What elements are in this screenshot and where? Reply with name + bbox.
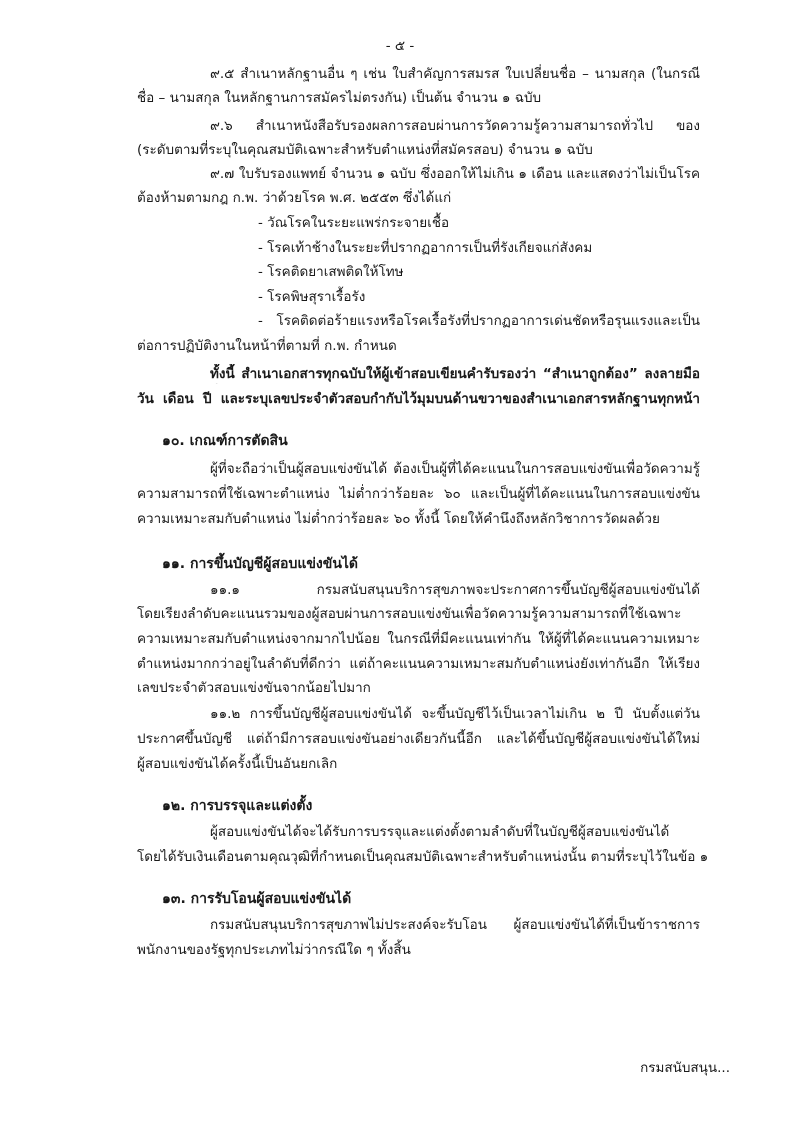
certify-note: ทั้งนี้ สำเนาเอกสารทุกฉบับให้ผู้เข้าสอบเขียนคำรับรองว่า “สำเนาถูกต้อง” ลงลายมือ [210,366,700,382]
section-10-text: ความสามารถที่ใช้เฉพาะตำแหน่ง ไม่ต่ำกว่าร้อยละ ๖๐ และเป็นผู้ที่ได้คะแนนในการสอบแข่งขัน [137,486,700,502]
item-11-2-text: ผู้สอบแข่งขันได้ครั้งนี้เป็นอันยกเลิก [137,756,338,772]
section-13-text: พนักงานของรัฐทุกประเภทไม่ว่ากรณีใด ๆ ทั้งสิ้น [137,942,411,958]
section-12-text: โดยได้รับเงินเดือนตามคุณวุฒิที่กำหนดเป็นคุณสมบัติเฉพาะสำหรับตำแหน่งนั้น ตามที่ระบุไว้ในข้อ ๑ [137,849,709,865]
section-13-heading: ๑๓. การรับโอนผู้สอบแข่งขันได้ [162,891,352,907]
item-9-6: ๙.๖ สำเนาหนังสือรับรองผลการสอบผ่านการวัดความรู้ความสามารถทั่วไป ของ [210,118,700,134]
section-12-text: ผู้สอบแข่งขันได้จะได้รับการบรรจุและแต่งตั้งตามลำดับที่ในบัญชีผู้สอบแข่งขันได้ [210,824,670,840]
disease-bullet: - โรคเท้าช้างในระยะที่ปรากฏอาการเป็นที่รังเกียจแก่สังคม [258,240,593,256]
item-9-5-cont: ชื่อ – นามสกุล ในหลักฐานการสมัครไม่ตรงกัน) เป็นต้น จำนวน ๑ ฉบับ [137,90,542,106]
disease-bullet: - โรคติดต่อร้ายแรงหรือโรคเรื้อรังที่ปรากฏอาการเด่นชัดหรือรุนแรงและเป็น [258,313,700,329]
disease-bullet-cont: ต่อการปฏิบัติงานในหน้าที่ตามที่ ก.พ. กำหนด [137,338,397,354]
item-11-1: ๑๑.๑ กรมสนับสนุนบริการสุขภาพจะประกาศการขึ้นบัญชีผู้สอบแข่งขันได้ [210,582,700,598]
item-11-1-text: ความเหมาะสมกับตำแหน่งจากมากไปน้อย ในกรณีที่มีคะแนนเท่ากัน ให้ผู้ที่ได้คะแนนความเหมาะ [137,631,700,647]
item-11-1-text: เลขประจำตัวสอบแข่งขันจากน้อยไปมาก [137,680,371,696]
section-11-heading: ๑๑. การขึ้นบัญชีผู้สอบแข่งขันได้ [162,556,359,572]
item-9-5: ๙.๕ สำเนาหลักฐานอื่น ๆ เช่น ใบสำคัญการสมรส ใบเปลี่ยนชื่อ – นามสกุล (ในกรณี [210,66,700,82]
certify-note-cont: วัน เดือน ปี และระบุเลขประจำตัวสอบกำกับไว้มุมบนด้านขวาของสำเนาเอกสารหลักฐานทุกหน้า [137,391,700,407]
item-11-1-text: โดยเรียงลำดับคะแนนรวมของผู้สอบผ่านการสอบแข่งขันเพื่อวัดความรู้ความสามารถที่ใช้เฉพาะ [137,606,682,622]
item-11-2-text: ประกาศขึ้นบัญชี แต่ถ้ามีการสอบแข่งขันอย่างเดียวกันนี้อีก และได้ขึ้นบัญชีผู้สอบแข่งขันได้ใหม่ [137,731,700,747]
page-number: - ๕ - [385,38,415,54]
footer-continuation: กรมสนับสนุน... [640,1060,730,1076]
disease-bullet: - โรคพิษสุราเรื้อรัง [258,289,366,305]
disease-bullet: - โรคติดยาเสพติดให้โทษ [258,264,404,280]
item-9-6-cont: (ระดับตามที่ระบุในคุณสมบัติเฉพาะสำหรับตำแหน่งที่สมัครสอบ) จำนวน ๑ ฉบับ [137,142,593,158]
item-9-7: ๙.๗ ใบรับรองแพทย์ จำนวน ๑ ฉบับ ซึ่งออกให้ไม่เกิน ๑ เดือน และแสดงว่าไม่เป็นโรค [210,166,700,182]
item-9-7-cont: ต้องห้ามตามกฎ ก.พ. ว่าด้วยโรค พ.ศ. ๒๕๕๓ ซึ่งได้แก่ [137,190,452,206]
disease-bullet: - วัณโรคในระยะแพร่กระจายเชื้อ [258,215,450,231]
section-10-text: ผู้ที่จะถือว่าเป็นผู้สอบแข่งขันได้ ต้องเป็นผู้ที่ได้คะแนนในการสอบแข่งขันเพื่อวัดความรู้ [210,461,700,477]
section-10-text: ความเหมาะสมกับตำแหน่ง ไม่ต่ำกว่าร้อยละ ๖๐ ทั้งนี้ โดยให้คำนึงถึงหลักวิชาการวัดผลด้วย [137,511,660,527]
item-11-2: ๑๑.๒ การขึ้นบัญชีผู้สอบแข่งขันได้ จะขึ้นบัญชีไว้เป็นเวลาไม่เกิน ๒ ปี นับตั้งแต่วัน [210,706,700,722]
section-10-heading: ๑๐. เกณฑ์การตัดสิน [162,433,288,449]
item-11-1-text: ตำแหน่งมากกว่าอยู่ในลำดับที่ดีกว่า แต่ถ้าคะแนนความเหมาะสมกับตำแหน่งยังเท่ากันอีก ให้เรียง [137,656,700,672]
section-12-heading: ๑๒. การบรรจุและแต่งตั้ง [162,798,313,814]
section-13-text: กรมสนับสนุนบริการสุขภาพไม่ประสงค์จะรับโอน ผู้สอบแข่งขันได้ที่เป็นข้าราชการ [210,917,700,933]
